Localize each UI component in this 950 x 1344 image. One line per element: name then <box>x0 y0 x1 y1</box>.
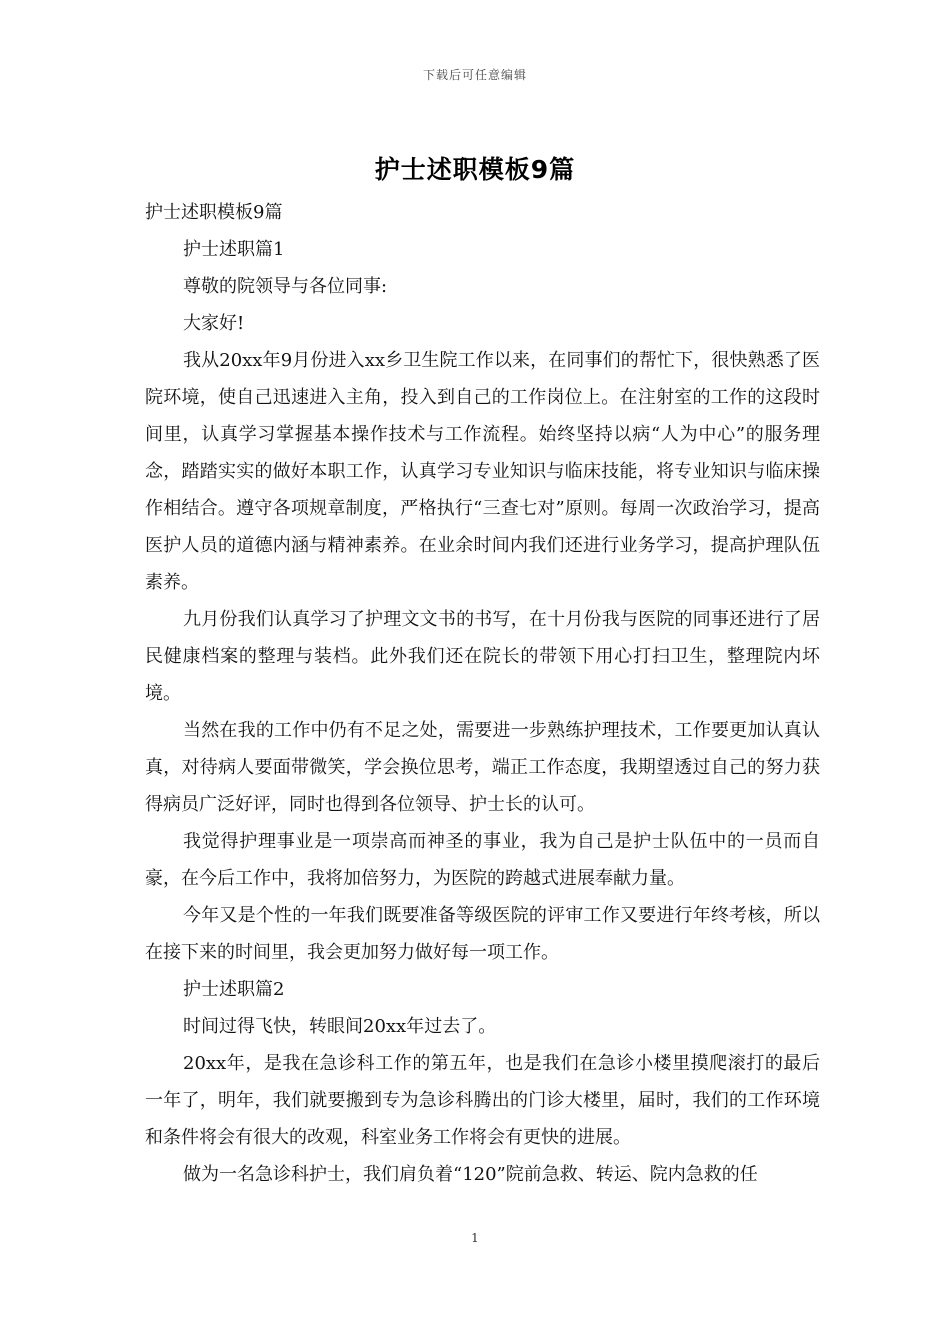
paragraph: 我从20xx年9月份进入xx乡卫生院工作以来，在同事们的帮忙下，很快熟悉了医院环境，使自己迅速进入主角，投入到自己的工作岗位上。在注射室的工作的这段时间里，认真学习掌握基本操作技术与工作流程。始终坚持以病“人为中心”的服务理念，踏踏实实的做好本职工作，认真学习专业知识与临床技能，将专业知识与临床操作相结合。遵守各项规章制度，严格执行“三查七对”原则。每周一次政治学习，提高医护人员的道德内涵与精神素养。在业余时间内我们还进行业务学习，提高护理队伍素养。 <box>145 350 820 593</box>
page-number: 1 <box>471 1231 479 1245</box>
paragraph: 九月份我们认真学习了护理文文书的书写，在十月份我与医院的同事还进行了居民健康档案的整理与装档。此外我们还在院长的带领下用心打扫卫生，整理院内坏境。 <box>145 609 820 704</box>
section-heading-1: 护士述职篇1 <box>183 239 285 260</box>
salutation: 尊敬的院领导与各位同事: <box>183 276 388 297</box>
paragraph: 今年又是个性的一年我们既要准备等级医院的评审工作又要进行年终考核，所以在接下来的时间里，我会更加努力做好每一项工作。 <box>145 905 820 963</box>
paragraph-subtitle: 护士述职模板9篇 <box>145 202 283 223</box>
section-heading-2: 护士述职篇2 <box>183 979 285 1000</box>
paragraph: 时间过得飞快，转眼间20xx年过去了。 <box>183 1016 497 1037</box>
greeting: 大家好! <box>183 313 245 334</box>
document-title: 护士述职模板9篇 <box>374 155 576 184</box>
paragraph: 20xx年，是我在急诊科工作的第五年，也是我们在急诊小楼里摸爬滚打的最后一年了，明年，我们就要搬到专为急诊科腾出的门诊大楼里，届时，我们的工作环境和条件将会有很大的改观，科室业务工作将会有更快的进展。 <box>145 1053 820 1148</box>
page-header: 下载后可任意编辑 <box>422 68 527 82</box>
paragraph: 我觉得护理事业是一项崇高而神圣的事业，我为自己是护士队伍中的一员而自豪，在今后工作中，我将加倍努力，为医院的跨越式进展奉献力量。 <box>145 831 820 889</box>
paragraph: 当然在我的工作中仍有不足之处，需要进一步熟练护理技术，工作要更加认真认真，对待病人要面带微笑，学会换位思考，端正工作态度，我期望透过自己的努力获得病员广泛好评，同时也得到各位领导、护士长的认可。 <box>145 720 820 815</box>
paragraph: 做为一名急诊科护士，我们肩负着“120”院前急救、转运、院内急救的任 <box>183 1164 758 1185</box>
document-body <box>145 194 820 1193</box>
